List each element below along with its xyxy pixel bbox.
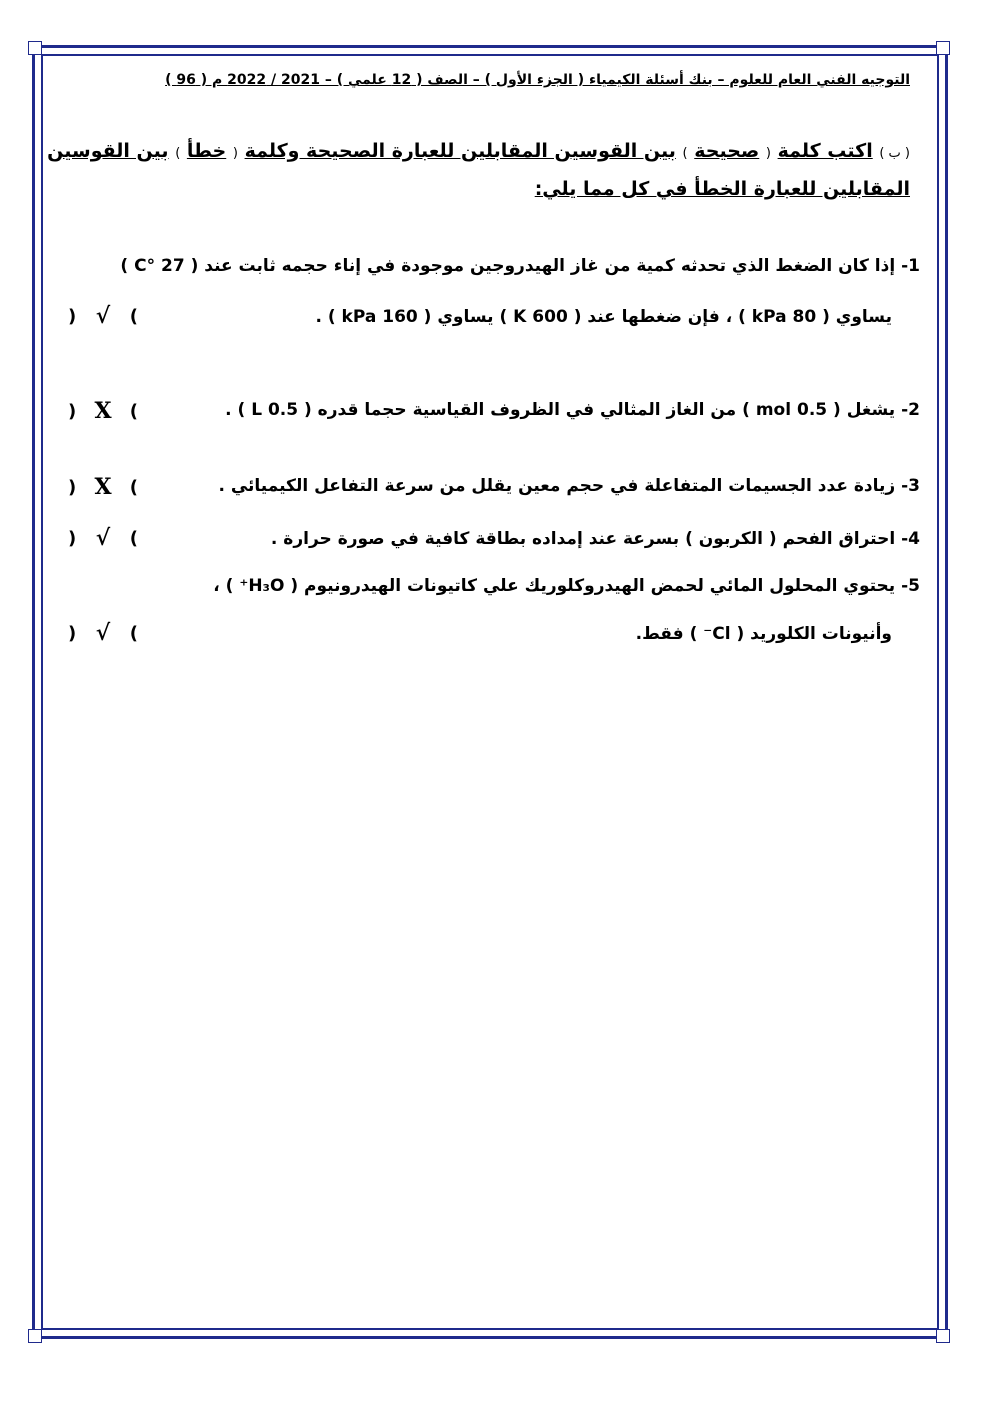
answer-paren: ( [129, 527, 138, 549]
question-5-line-1: 5- يحتوي المحلول المائي لحمض الهيدروكلوريك علي كاتيونات الهيدرونيوم ( H₃O⁺ ) ، [213, 576, 920, 596]
answer-paren: ( [129, 622, 138, 644]
answer-5 [68, 620, 138, 646]
answer-1 [68, 303, 138, 329]
answer-paren: ( [129, 400, 138, 422]
instruction-text-b: بين القوسين المقابلين للعبارة الصحيحة وكلمة [244, 140, 676, 162]
answer-paren: ) [68, 622, 77, 644]
answer-2-mark: X [94, 398, 112, 424]
question-2-line-1: 2- يشغل ( 0.5 mol ) من الغاز المثالي في الظروف القياسية حجما قدره ( 0.5 L ) . [225, 400, 920, 420]
answer-5-mark: √ [95, 620, 111, 646]
answer-paren: ) [68, 527, 77, 549]
instruction-text-a: اكتب كلمة [777, 140, 873, 162]
question-1-line-1: 1- إذا كان الضغط الذي تحدثه كمية من غاز الهيدروجين موجودة في إناء حجمه ثابت عند ( 27 °C ) [120, 256, 920, 276]
answer-paren: ) [68, 476, 77, 498]
instruction-text-c: بين القوسين [47, 140, 169, 162]
instruction-paren: ) [175, 146, 181, 161]
instruction-paren: ) [682, 146, 688, 161]
question-1-line-2: يساوي ( 80 kPa ) ، فإن ضغطها عند ( 600 K ) يساوي ( 160 kPa ) . [315, 307, 892, 327]
answer-3-mark: X [94, 474, 112, 500]
answer-4-mark: √ [95, 525, 111, 551]
instruction-line-2: المقابلين للعبارة الخطأ في كل مما يلي: [534, 178, 910, 200]
answer-1-mark: √ [95, 303, 111, 329]
instruction-paren: ( [232, 146, 238, 161]
page-header: التوجيه الفني العام للعلوم – بنك أسئلة الكيمياء ( الجزء الأول ) – الصف ( 12 علمي ) – 2021 / 2022 م ( 96 ) [165, 72, 910, 88]
question-3-line-1: 3- زيادة عدد الجسيمات المتفاعلة في حجم معين يقلل من سرعة التفاعل الكيميائي . [218, 476, 920, 496]
border-corner-bottom-right [936, 1329, 950, 1343]
border-corner-top-right [936, 41, 950, 55]
instruction-word-wrong: خطأ [186, 140, 227, 162]
answer-4 [68, 525, 138, 551]
instruction-paren: ( [765, 146, 771, 161]
question-5-line-2: وأنيونات الكلوريد ( Cl⁻ ) فقط. [635, 624, 892, 644]
border-corner-top-left [28, 41, 42, 55]
instruction-line-1 [47, 140, 910, 162]
answer-2 [68, 398, 138, 424]
question-4-line-1: 4- احتراق الفحم ( الكربون ) بسرعة عند إمداده بطاقة كافية في صورة حرارة . [270, 529, 920, 549]
answer-paren: ( [129, 305, 138, 327]
instruction-section-label: ( ب ) [879, 146, 910, 161]
answer-3 [68, 474, 138, 500]
answer-paren: ) [68, 305, 77, 327]
page-border-inner [41, 54, 939, 1330]
answer-paren: ( [129, 476, 138, 498]
instruction-word-correct: صحيحة [694, 140, 760, 162]
answer-paren: ) [68, 400, 77, 422]
border-corner-bottom-left [28, 1329, 42, 1343]
